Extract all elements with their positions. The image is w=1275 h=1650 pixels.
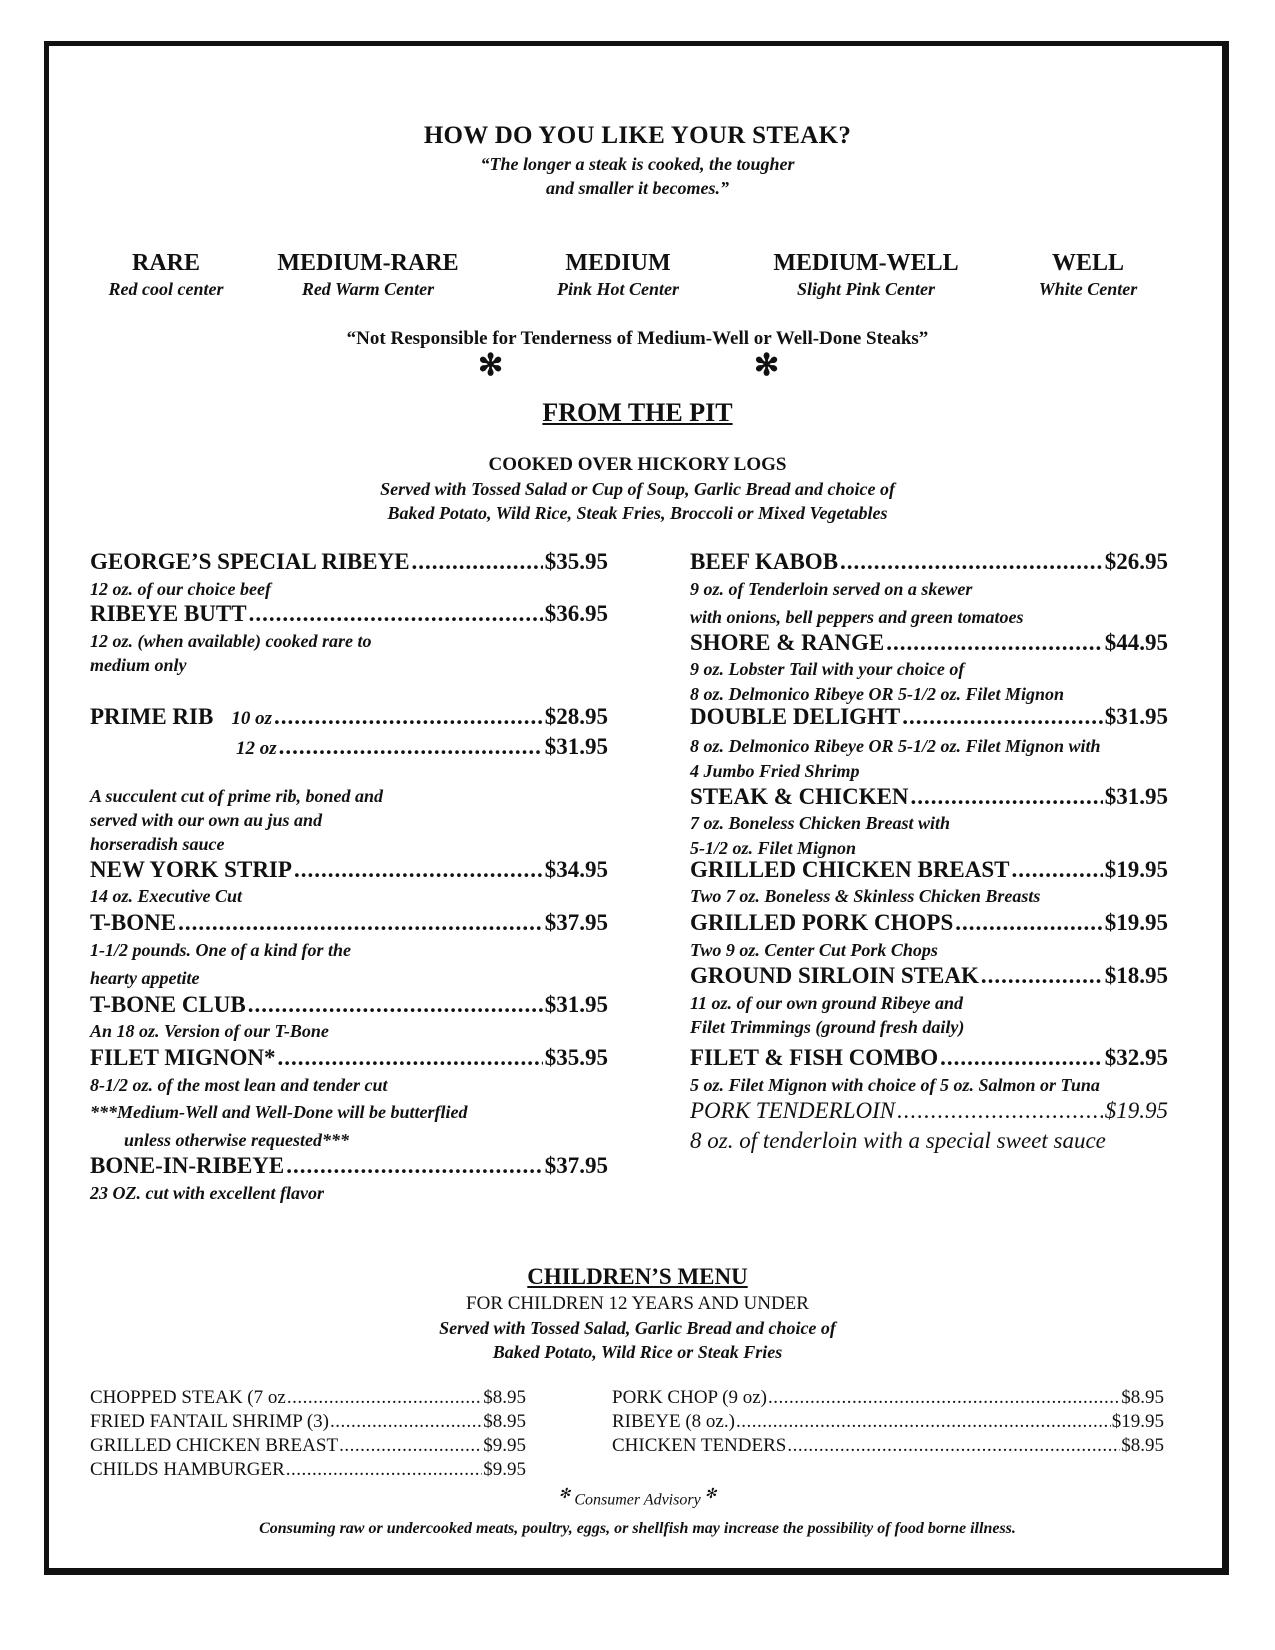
menu-item-new-york-strip — [90, 857, 608, 883]
menu-item-grilled-pork-chops — [690, 910, 1168, 936]
advisory-title-text: Consumer Advisory — [574, 1491, 701, 1509]
item-price: $34.95 — [544, 857, 608, 882]
item-price: $44.95 — [1104, 630, 1168, 655]
item-name: SHORE & RANGE — [690, 630, 885, 655]
item-desc: 8 oz. of tenderloin with a special sweet sauce — [690, 1128, 1106, 1153]
doneness-medium — [508, 250, 728, 300]
consumer-advisory-title — [0, 1486, 1275, 1509]
item-name: PRIME RIB — [90, 704, 214, 729]
menu-item-georges-ribeye — [90, 549, 608, 575]
item-desc: 5 oz. Filet Mignon with choice of 5 oz. Salmon or Tuna — [690, 1075, 1100, 1095]
item-desc: 23 OZ. cut with excellent flavor — [90, 1183, 324, 1203]
kids-item — [612, 1435, 1164, 1457]
children-subheading: FOR CHILDREN 12 YEARS AND UNDER — [466, 1293, 809, 1314]
item-price: $19.95 — [1104, 1098, 1168, 1123]
item-desc: Filet Trimmings (ground fresh daily) — [690, 1017, 965, 1037]
pit-served-line-2: Baked Potato, Wild Rice, Steak Fries, Broccoli or Mixed Vegetables — [387, 503, 888, 523]
item-name: T-BONE CLUB — [90, 992, 246, 1017]
item-desc: An 18 oz. Version of our T-Bone — [90, 1021, 329, 1041]
kids-item — [612, 1411, 1164, 1433]
item-desc: horseradish sauce — [90, 834, 225, 854]
item-name: BONE-IN-RIBEYE — [90, 1153, 285, 1178]
item-size: 10 oz — [231, 708, 272, 729]
item-name: CHOPPED STEAK (7 oz — [90, 1387, 286, 1408]
section-heading-pit: FROM THE PIT — [542, 398, 733, 427]
item-desc: 8 oz. Delmonico Ribeye OR 5-1/2 oz. Filet Mignon — [690, 684, 1065, 704]
menu-item-pork-tenderloin — [690, 1098, 1168, 1124]
item-desc: 9 oz. Lobster Tail with your choice of — [690, 659, 965, 679]
item-desc: served with our own au jus and — [90, 810, 323, 830]
item-name: CHILDS HAMBURGER — [90, 1459, 285, 1480]
item-name: BEEF KABOB — [690, 549, 839, 574]
asterisk-icon: ✻ — [558, 1487, 571, 1502]
item-desc: 12 oz. (when available) cooked rare to — [90, 631, 372, 651]
doneness-well — [978, 250, 1198, 300]
item-price: $8.95 — [483, 1387, 526, 1408]
item-size: 12 oz — [236, 738, 277, 759]
item-name: FILET MIGNON* — [90, 1045, 276, 1070]
menu-item-filet-fish-combo — [690, 1045, 1168, 1071]
item-price: $8.95 — [1121, 1435, 1164, 1456]
item-desc: Two 7 oz. Boneless & Skinless Chicken Breasts — [690, 886, 1041, 906]
item-price: $28.95 — [544, 704, 608, 729]
item-price: $37.95 — [544, 1153, 608, 1178]
kids-item — [90, 1387, 526, 1409]
menu-item-ground-sirloin-steak — [690, 963, 1168, 989]
doneness-desc: Red Warm Center — [301, 279, 435, 299]
item-desc: 5-1/2 oz. Filet Mignon — [690, 838, 857, 858]
doneness-level: RARE — [131, 250, 200, 276]
item-price: $26.95 — [1104, 549, 1168, 574]
item-note: unless otherwise requested*** — [124, 1130, 350, 1150]
menu-item-ribeye-butt — [90, 601, 608, 627]
item-price: $31.95 — [544, 734, 608, 759]
item-price: $19.95 — [1104, 910, 1168, 935]
menu-item-beef-kabob — [690, 549, 1168, 575]
item-price: $19.95 — [1111, 1411, 1164, 1432]
item-name: RIBEYE BUTT — [90, 601, 247, 626]
item-price: $9.95 — [483, 1459, 526, 1480]
item-name: PORK TENDERLOIN — [690, 1098, 896, 1123]
item-name: FILET & FISH COMBO — [690, 1045, 939, 1070]
item-name: RIBEYE (8 oz.) — [612, 1411, 735, 1432]
asterisk-icon: ✻ — [754, 349, 780, 382]
kids-item — [90, 1411, 526, 1433]
item-price: $8.95 — [1121, 1387, 1164, 1408]
menu-item-steak-chicken — [690, 784, 1168, 810]
item-desc: 8-1/2 oz. of the most lean and tender cut — [90, 1075, 388, 1095]
item-name: GRILLED CHICKEN BREAST — [90, 1435, 339, 1456]
doneness-level: MEDIUM-RARE — [277, 250, 459, 276]
menu-item-filet-mignon — [90, 1045, 608, 1071]
consumer-advisory-text: Consuming raw or undercooked meats, poultry, eggs, or shellfish may increase the possibility of food borne illness. — [259, 1520, 1016, 1537]
quote-line-1: “The longer a steak is cooked, the tougher — [480, 154, 795, 174]
children-served-line-2: Baked Potato, Wild Rice or Steak Fries — [492, 1342, 783, 1362]
doneness-level: MEDIUM-WELL — [773, 250, 959, 276]
item-name: GEORGE’S SPECIAL RIBEYE — [90, 549, 410, 574]
item-desc: hearty appetite — [90, 968, 200, 988]
item-price: $8.95 — [483, 1411, 526, 1432]
section-heading-children: CHILDREN’S MENU — [527, 1264, 748, 1289]
doneness-rare — [56, 250, 276, 300]
kids-item — [90, 1459, 526, 1481]
item-desc: 8 oz. Delmonico Ribeye OR 5-1/2 oz. Filet Mignon with — [690, 736, 1101, 756]
item-name: GRILLED PORK CHOPS — [690, 910, 954, 935]
item-desc: 14 oz. Executive Cut — [90, 886, 242, 906]
item-name: FRIED FANTAIL SHRIMP (3) — [90, 1411, 329, 1432]
item-price: $36.95 — [544, 601, 608, 626]
pit-subheading: COOKED OVER HICKORY LOGS — [488, 454, 787, 475]
menu-item-prime-rib-12 — [236, 734, 608, 760]
children-served-line-1: Served with Tossed Salad, Garlic Bread and choice of — [439, 1318, 836, 1338]
item-desc: 9 oz. of Tenderloin served on a skewer — [690, 579, 973, 599]
item-desc: 7 oz. Boneless Chicken Breast with — [690, 813, 951, 833]
item-name: CHICKEN TENDERS — [612, 1435, 787, 1456]
menu-item-shore-range — [690, 630, 1168, 656]
item-price: $19.95 — [1104, 857, 1168, 882]
pit-served-line-1: Served with Tossed Salad or Cup of Soup, Garlic Bread and choice of — [380, 479, 895, 499]
doneness-medium-well — [756, 250, 976, 300]
doneness-level: WELL — [1051, 250, 1125, 276]
page-title: HOW DO YOU LIKE YOUR STEAK? — [423, 122, 852, 149]
item-name: GROUND SIRLOIN STEAK — [690, 963, 979, 988]
item-desc: 4 Jumbo Fried Shrimp — [690, 761, 860, 781]
item-price: $37.95 — [544, 910, 608, 935]
item-note: ***Medium-Well and Well-Done will be butterflied — [90, 1102, 468, 1122]
doneness-desc: Red cool center — [108, 279, 224, 299]
item-desc: 11 oz. of our own ground Ribeye and — [690, 993, 964, 1013]
item-price: $35.95 — [544, 1045, 608, 1070]
item-price: $32.95 — [1104, 1045, 1168, 1070]
kids-item — [90, 1435, 526, 1457]
item-price: $9.95 — [483, 1435, 526, 1456]
item-price: $31.95 — [1104, 784, 1168, 809]
item-name: DOUBLE DELIGHT — [690, 704, 901, 729]
doneness-medium-rare — [258, 250, 478, 300]
doneness-desc: Slight Pink Center — [796, 279, 936, 299]
item-name: T-BONE — [90, 910, 177, 935]
item-desc: 1-1/2 pounds. One of a kind for the — [90, 940, 352, 960]
tenderness-disclaimer: “Not Responsible for Tenderness of Medium-Well or Well-Done Steaks” — [346, 328, 929, 349]
item-desc: Two 9 oz. Center Cut Pork Chops — [690, 940, 938, 960]
menu-item-prime-rib-10 — [90, 704, 608, 730]
item-name: NEW YORK STRIP — [90, 857, 292, 882]
quote-line-2: and smaller it becomes.” — [546, 178, 729, 198]
item-name: PORK CHOP (9 oz) — [612, 1387, 767, 1408]
item-desc: A succulent cut of prime rib, boned and — [90, 786, 384, 806]
item-desc: medium only — [90, 655, 187, 675]
menu-item-double-delight — [690, 704, 1168, 730]
item-name: GRILLED CHICKEN BREAST — [690, 857, 1010, 882]
item-desc: 12 oz. of our choice beef — [90, 579, 271, 599]
doneness-level: MEDIUM — [565, 250, 671, 276]
item-name: STEAK & CHICKEN — [690, 784, 909, 809]
menu-item-t-bone-club — [90, 992, 608, 1018]
menu-item-grilled-chicken-breast — [690, 857, 1168, 883]
menu-item-bone-in-ribeye — [90, 1153, 608, 1179]
asterisk-icon: ✻ — [478, 349, 504, 382]
item-desc: with onions, bell peppers and green tomatoes — [690, 607, 1024, 627]
asterisk-icon: ✻ — [704, 1487, 717, 1502]
item-price: $35.95 — [544, 549, 608, 574]
item-price: $31.95 — [544, 992, 608, 1017]
menu-item-t-bone — [90, 910, 608, 936]
item-price: $18.95 — [1104, 963, 1168, 988]
item-price: $31.95 — [1104, 704, 1168, 729]
doneness-desc: White Center — [1038, 279, 1138, 299]
doneness-desc: Pink Hot Center — [556, 279, 679, 299]
kids-item — [612, 1387, 1164, 1409]
